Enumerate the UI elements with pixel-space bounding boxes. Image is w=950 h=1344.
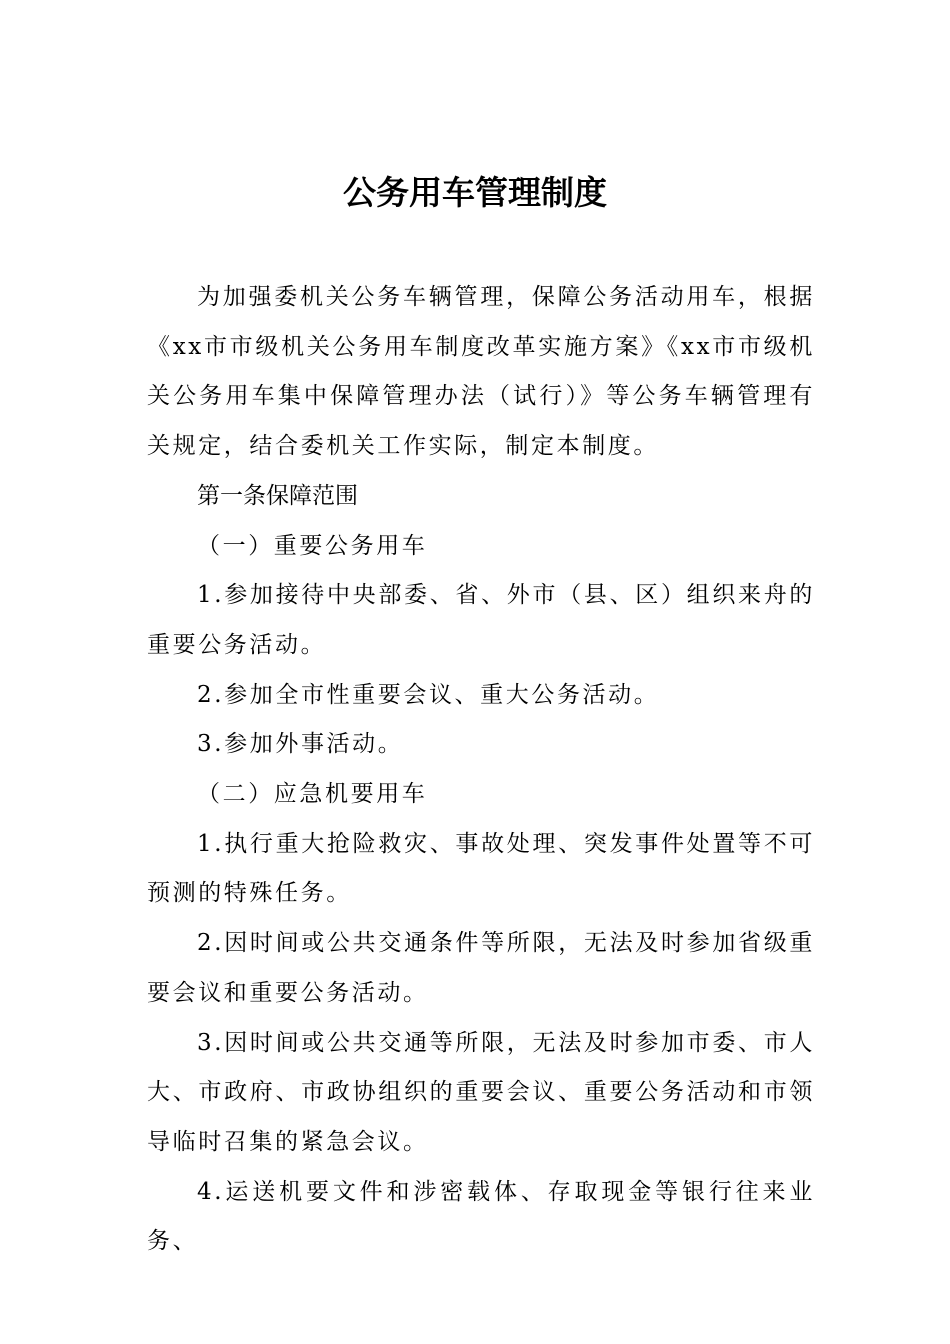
section-heading: （一）重要公务用车 — [197, 532, 428, 559]
list-item: 2.参加全市性重要会议、重大公务活动。 — [197, 681, 660, 708]
list-item: 3.参加外事活动。 — [197, 731, 404, 758]
section-heading: （二）应急机要用车 — [197, 781, 428, 808]
list-item: 1.参加接待中央部委、省、外市（县、区）组织来舟的重要公务活动。 — [147, 582, 815, 658]
list-item: 4.运送机要文件和涉密载体、存取现金等银行往来业务、 — [147, 1178, 815, 1255]
list-item: 1.执行重大抢险救灾、事故处理、突发事件处置等不可预测的特殊任务。 — [147, 830, 815, 907]
intro-paragraph: 为加强委机关公务车辆管理，保障公务活动用车，根据《xx市市级机关公务用车制度改革实施方案》《xx市市级机关公务用车集中保障管理办法（试行）》等公务车辆管理有关规定，结合委机关工作实际，制定本制度。 — [147, 284, 815, 460]
list-item: 2.因时间或公共交通条件等所限，无法及时参加省级重要会议和重要公务活动。 — [147, 930, 815, 1006]
article-heading: 第一条保障范围 — [197, 482, 358, 509]
document-title: 公务用车管理制度 — [343, 173, 607, 212]
list-item: 3.因时间或公共交通等所限，无法及时参加市委、市人大、市政府、市政协组织的重要会议、重要公务活动和市领导临时召集的紧急会议。 — [147, 1029, 815, 1155]
document-body — [147, 273, 815, 1267]
